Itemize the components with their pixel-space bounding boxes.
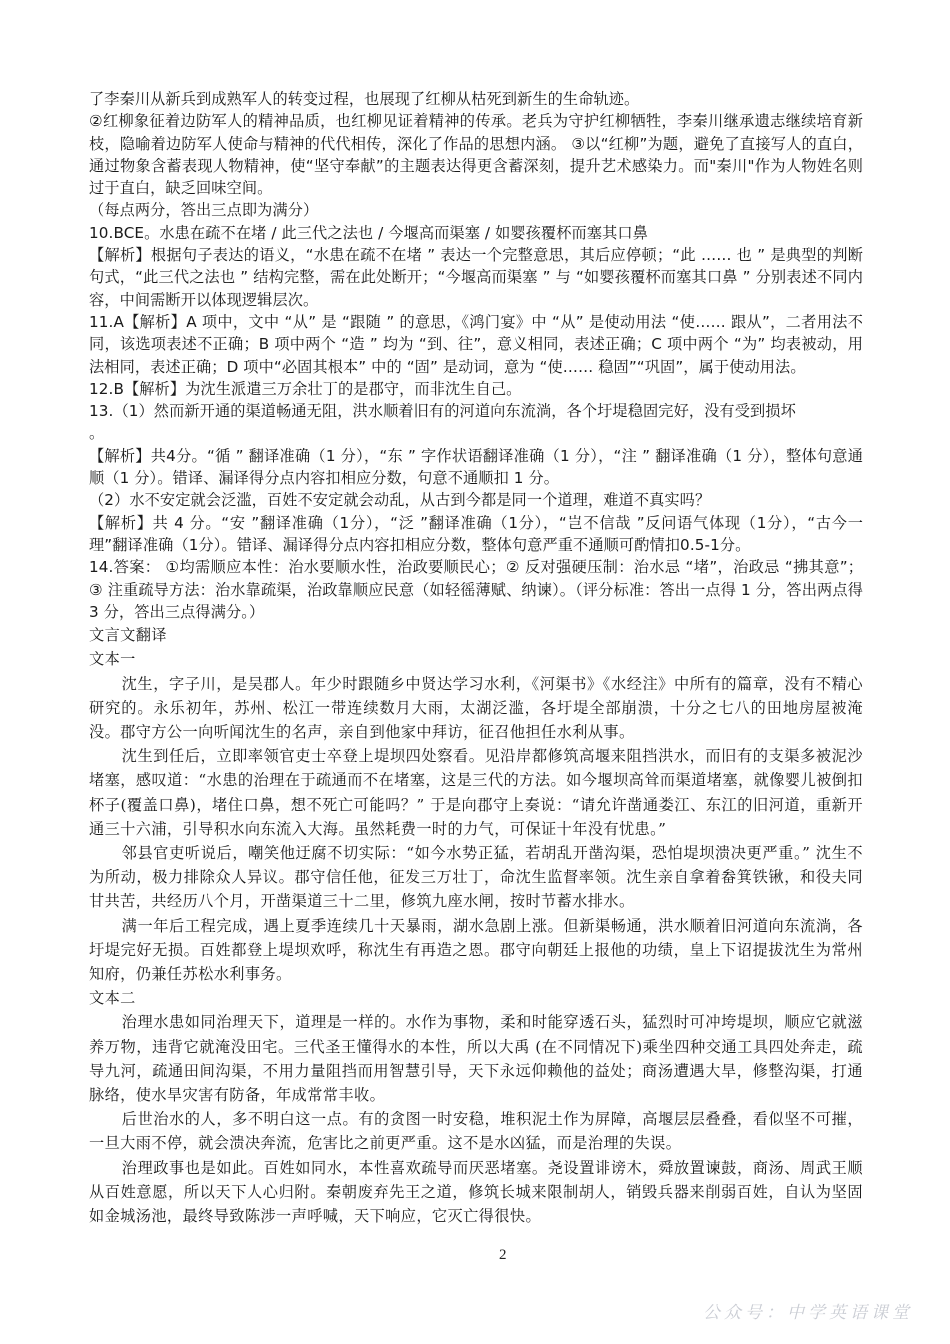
- text2-paragraph: 治理政事也是如此。百姓如同水，本性喜欢疏导而厌恶堵塞。尧设置诽谤木，舜放置谏鼓，商汤、周武王顺从百姓意愿，所以天下人心归附。秦朝废弃先王之道，修筑长城来限制胡人，销毁兵器来削弱百姓，自认为坚固如金城汤池，最终导致陈涉一声呼喊，天下响应，它灭亡得很快。: [89, 1158, 863, 1225]
- watermark-text: 公众号：中学英语课堂: [703, 1303, 913, 1323]
- q13-part1-end: 。: [89, 424, 105, 443]
- q13-analysis2: 【解析】共 4 分。“安 ”翻译准确（1分），“泛 ”翻译准确（1分），“岂不信哉 ”反问语气体现（1分），“古今一理”翻译准确（1分）。错译、漏译得分点内容扣相应分数，整体句意严重不通顺可酌情扣0.5-1分。: [89, 513, 863, 554]
- text1-paragraph: 沈生，字子川，是吴郡人。年少时跟随乡中贤达学习水利，《河渠书》《水经注》中所有的篇章，没有不精心研究的。永乐初年，苏州、松江一带连续数月大雨，太湖泛滥，各圩堤全部崩溃，十分之七八的田地房屋被淹没。郡守方公一向听闻沈生的名声，亲自到他家中拜访，征召他担任水利从事。: [89, 674, 863, 741]
- translation-title: 文言文翻译: [89, 626, 167, 645]
- document-page: [89, 88, 863, 1228]
- q13-analysis1: 【解析】共4分。“循 ” 翻译准确（1 分），“东 ” 字作状语翻译准确（1 分），“注 ” 翻译准确（1 分），整体句意通顺（1 分）。错译、漏译得分点内容扣相应分数，句意不通顺扣 1 分。: [89, 446, 863, 488]
- q14-answer: 14.答案： ①均需顺应本性：治水要顺水性，治政要顺民心；② 反对强硬压制：治水忌 “堵”，治政忌 “拂其意”； ③ 注重疏导方法：治水靠疏渠，治政靠顺应民意（如轻徭薄赋、纳谏）。（评分标准：答出一点得 1 分，答出两点得3 分，答出三点得满分。）: [89, 558, 863, 621]
- answer-key-section: [89, 88, 863, 623]
- q9-answer-points: ②红柳象征着边防军人的精神品质，也红柳见证着精神的传承。老兵为守护红柳牺牲，李秦川继承遗志继续培育新枝，隐喻着边防军人使命与精神的代代相传，深化了作品的思想内涵。 ③以“红柳”为题，避免了直接写人的直白，通过物象含蓄表现人物精神，使“坚守奉献”的主题表达得更含蓄深刻，提升艺术感染力。而"秦川"作为人物姓名则过于直白，缺乏回味空间。: [89, 112, 863, 198]
- q12-answer: 12.B【解析】为沈生派遣三万余壮丁的是郡守，而非沈生自己。: [89, 379, 522, 398]
- q13-part1: 13.（1）然而新开通的渠道畅通无阻，洪水顺着旧有的河道向东流淌，各个圩堤稳固完好，没有受到损坏: [89, 402, 796, 421]
- text1-paragraph: 满一年后工程完成，遇上夏季连续几十天暴雨，湖水急剧上涨。但新渠畅通，洪水顺着旧河道向东流淌，各圩堤完好无损。百姓都登上堤坝欢呼，称沈生有再造之恩。郡守向朝廷上报他的功绩，皇上下诏提拔沈生为常州知府，仍兼任苏松水利事务。: [89, 916, 863, 983]
- q10-answer: 10.BCE。水患在疏不在堵 / 此三代之法也 / 今堰高而渠塞 / 如婴孩覆杯而塞其口鼻: [89, 223, 648, 242]
- q9-scoring-note: （每点两分，答出三点即为满分）: [89, 201, 319, 220]
- text2-paragraph: 后世治水的人，多不明白这一点。有的贪图一时安稳，堆积泥土作为屏障，高堰层层叠叠，看似坚不可摧，一旦大雨不停，就会溃决奔流，危害比之前更严重。这不是水凶猛，而是治理的失误。: [89, 1110, 863, 1153]
- text2-paragraph: 治理水患如同治理天下，道理是一样的。水作为事物，柔和时能穿透石头，猛烈时可冲垮堤坝，顺应它就滋养万物，违背它就淹没田宅。三代圣王懂得水的本性，所以大禹 (在不同情况下)乘坐四种交通工具四处奔走，疏导九河，疏通田间沟渠，不用力量阻挡而用智慧引导，天下永远仰赖他的益处；商汤遭遇大旱，修整沟渠，打通脉络，使水旱灾害有防备，年成常常丰收。: [89, 1013, 863, 1104]
- q13-part2: （2）水不安定就会泛滥，百姓不安定就会动乱，从古到今都是同一个道理，难道不真实吗？: [89, 491, 711, 510]
- text1-paragraph: 邻县官吏听说后，嘲笑他迂腐不切实际：“如今水势正猛，若胡乱开凿沟渠，恐怕堤坝溃决更严重。” 沈生不为所动，极力排除众人异议。郡守信任他，征发三万壮丁，命沈生监督率领。沈生亲自拿着畚箕铁锹，和役夫同甘共苦，共经历八个月，开凿渠道三十二里，修筑九座水闸，按时节蓄水排水。: [89, 843, 863, 911]
- text2-heading: 文本二: [89, 989, 136, 1008]
- text1-paragraph: 沈生到任后，立即率领官吏士卒登上堤坝四处察看。见沿岸都修筑高堰来阻挡洪水，而旧有的支渠多被泥沙堵塞，感叹道：“水患的治理在于疏通而不在堵塞，这是三代的方法。如今堰坝高耸而渠道堵塞，就像婴儿被倒扣杯子(覆盖口鼻)，堵住口鼻，想不死亡可能吗？” 于是向郡守上奏说：“请允许凿通娄江、东江的旧河道，重新开通三十六浦，引导积水向东流入大海。虽然耗费一时的力气，可保证十年没有忧患。”: [89, 747, 863, 838]
- q9-answer-line1: 了李秦川从新兵到成熟军人的转变过程，也展现了红柳从枯死到新生的生命轨迹。: [89, 90, 640, 108]
- q10-analysis: 【解析】根据句子表达的语义，“水患在疏不在堵 ” 表达一个完整意思，其后应停顿；“此 …… 也 ” 是典型的判断句式，“此三代之法也 ” 结构完整，需在此处断开；“今堰高而渠塞 ” 与 “如婴孩覆杯而塞其口鼻 ” 分别表述不同内容，中间需断开以体现逻辑层次。: [89, 246, 863, 309]
- translation-section: [89, 623, 863, 1228]
- page-number: 2: [499, 1247, 507, 1263]
- q11-answer: 11.A【解析】A 项中，文中 “从” 是 “跟随 ” 的意思，《鸿门宴》中 “从” 是使动用法 “使…… 跟从”，二者用法不同，该选项表述不正确；B 项中两个 “造 ” 均为 “到、往”，意义相同，表述正确；C 项中两个 “为” 均表被动，用法相同，表述正确；D 项中“必固其根本” 中的 “固” 是动词，意为 “使…… 稳固”“巩固”，属于使动用法。: [89, 312, 863, 376]
- text1-heading: 文本一: [89, 650, 136, 669]
